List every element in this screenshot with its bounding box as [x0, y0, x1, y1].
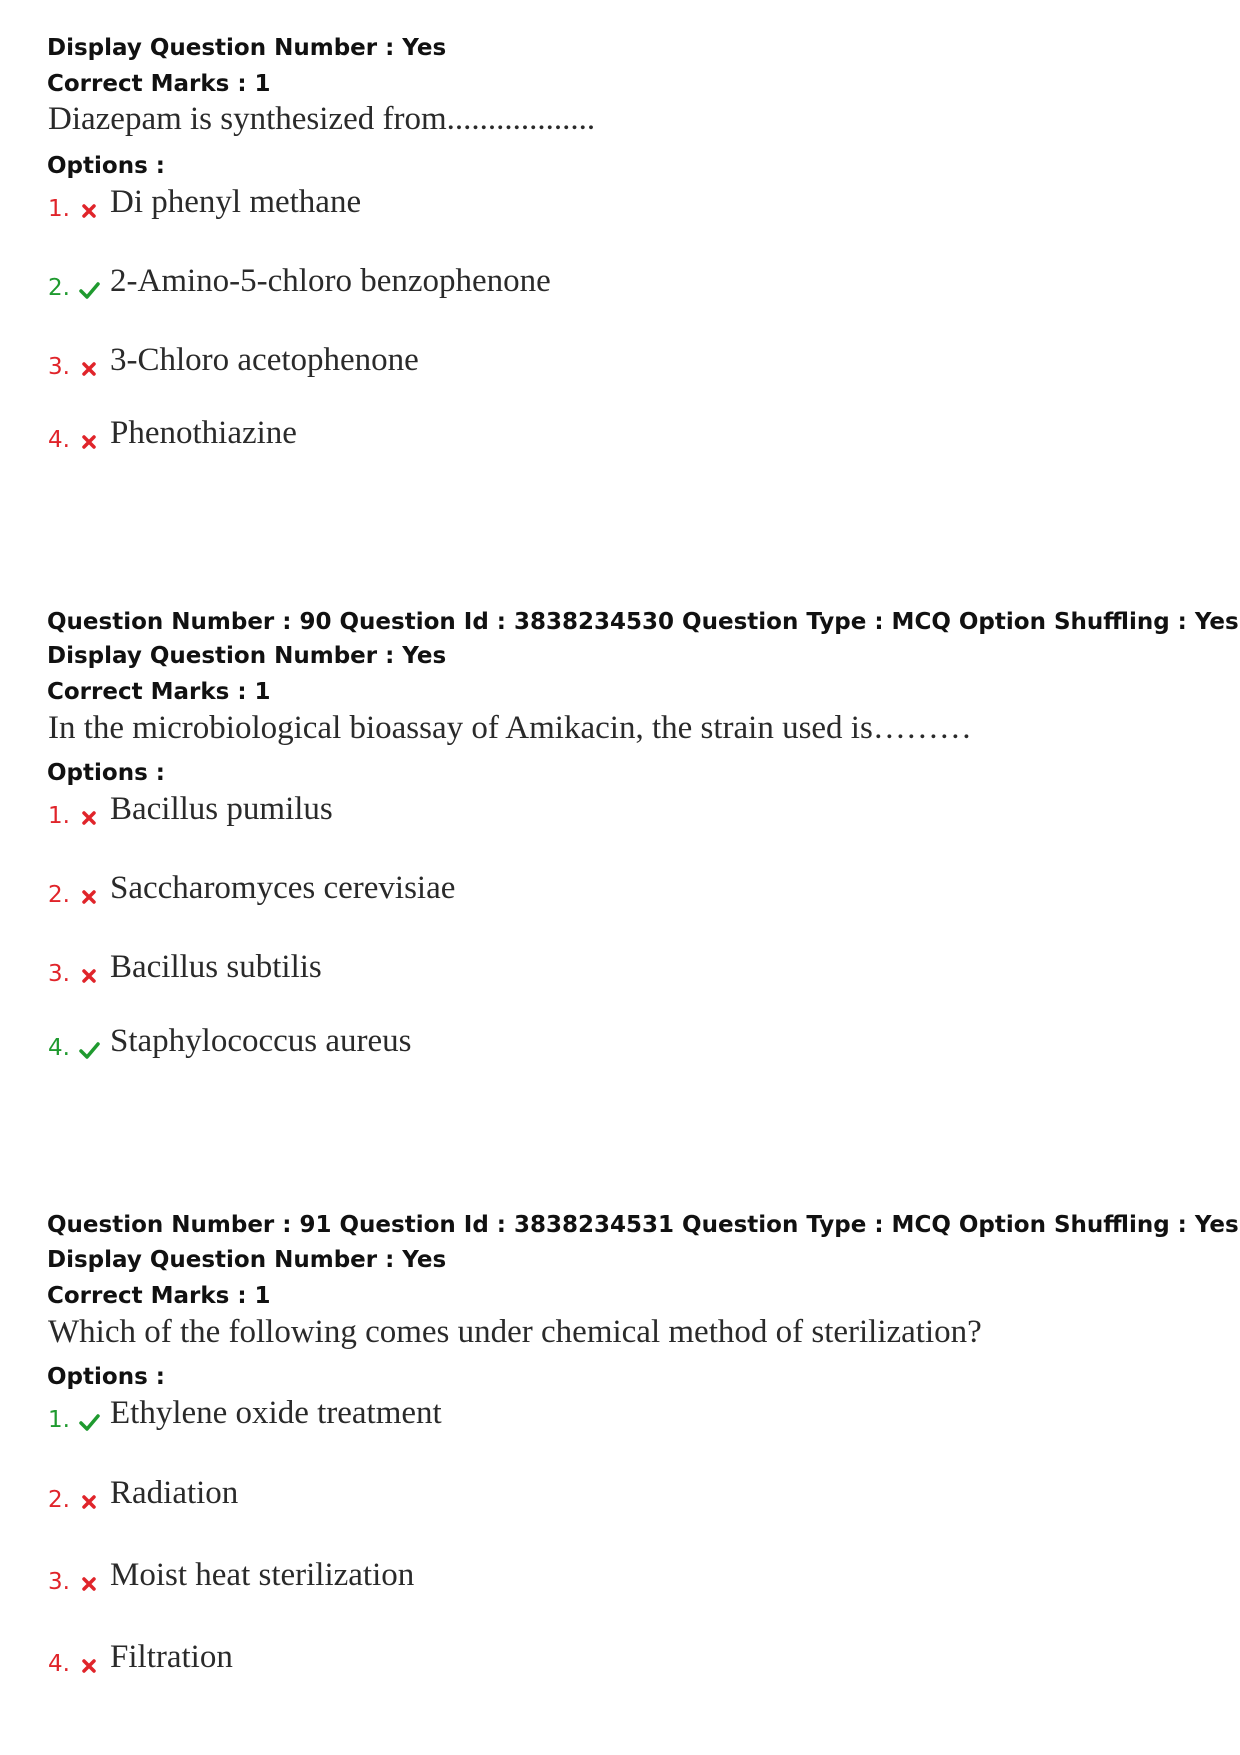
- correct-marks-line: Correct Marks : 1: [47, 1283, 271, 1309]
- option-text: Moist heat sterilization: [110, 1557, 415, 1593]
- option-text: Ethylene oxide treatment: [110, 1395, 442, 1431]
- option-text: Bacillus subtilis: [110, 949, 322, 985]
- cross-icon: [78, 1491, 100, 1513]
- options-label: Options :: [47, 760, 165, 786]
- cross-icon: [78, 965, 100, 987]
- option-number: 1.: [48, 1407, 70, 1433]
- option-text: Saccharomyces cerevisiae: [110, 870, 456, 906]
- option-number: 4.: [48, 1035, 70, 1061]
- cross-icon: [78, 358, 100, 380]
- option-text: Phenothiazine: [110, 415, 297, 451]
- option-number: 3.: [48, 354, 70, 380]
- option-text: Bacillus pumilus: [110, 791, 333, 827]
- correct-marks-line: Correct Marks : 1: [47, 679, 271, 705]
- option-text: 3-Chloro acetophenone: [110, 342, 419, 378]
- option-text: Di phenyl methane: [110, 184, 362, 220]
- cross-icon: [78, 1655, 100, 1677]
- option-number: 1.: [48, 803, 70, 829]
- option-number: 4.: [48, 427, 70, 453]
- option-number: 3.: [48, 1569, 70, 1595]
- correct-marks-line: Correct Marks : 1: [47, 71, 271, 97]
- option-number: 4.: [48, 1651, 70, 1677]
- question-text: Diazepam is synthesized from..................: [48, 101, 596, 137]
- option-number: 1.: [48, 196, 70, 222]
- options-label: Options :: [47, 153, 165, 179]
- check-icon: [78, 279, 100, 301]
- option-number: 2.: [48, 882, 70, 908]
- check-icon: [78, 1039, 100, 1061]
- option-text: Staphylococcus aureus: [110, 1023, 412, 1059]
- display-question-number-line: Display Question Number : Yes: [47, 1247, 447, 1273]
- question-header-line: Question Number : 90 Question Id : 3838234530 Question Type : MCQ Option Shuffling : Yes: [47, 609, 1239, 635]
- check-icon: [78, 1411, 100, 1433]
- cross-icon: [78, 200, 100, 222]
- question-header-line: Question Number : 91 Question Id : 3838234531 Question Type : MCQ Option Shuffling : Yes: [47, 1212, 1239, 1238]
- display-question-number-line: Display Question Number : Yes: [47, 643, 447, 669]
- cross-icon: [78, 1573, 100, 1595]
- cross-icon: [78, 431, 100, 453]
- options-label: Options :: [47, 1364, 165, 1390]
- option-text: 2-Amino-5-chloro benzophenone: [110, 263, 551, 299]
- question-text: In the microbiological bioassay of Amikacin, the strain used is………: [48, 710, 972, 746]
- question-text: Which of the following comes under chemical method of sterilization?: [48, 1314, 982, 1350]
- option-text: Filtration: [110, 1639, 233, 1675]
- option-number: 3.: [48, 961, 70, 987]
- option-text: Radiation: [110, 1475, 239, 1511]
- option-number: 2.: [48, 1487, 70, 1513]
- option-number: 2.: [48, 275, 70, 301]
- cross-icon: [78, 807, 100, 829]
- display-question-number-line: Display Question Number : Yes: [47, 35, 447, 61]
- cross-icon: [78, 886, 100, 908]
